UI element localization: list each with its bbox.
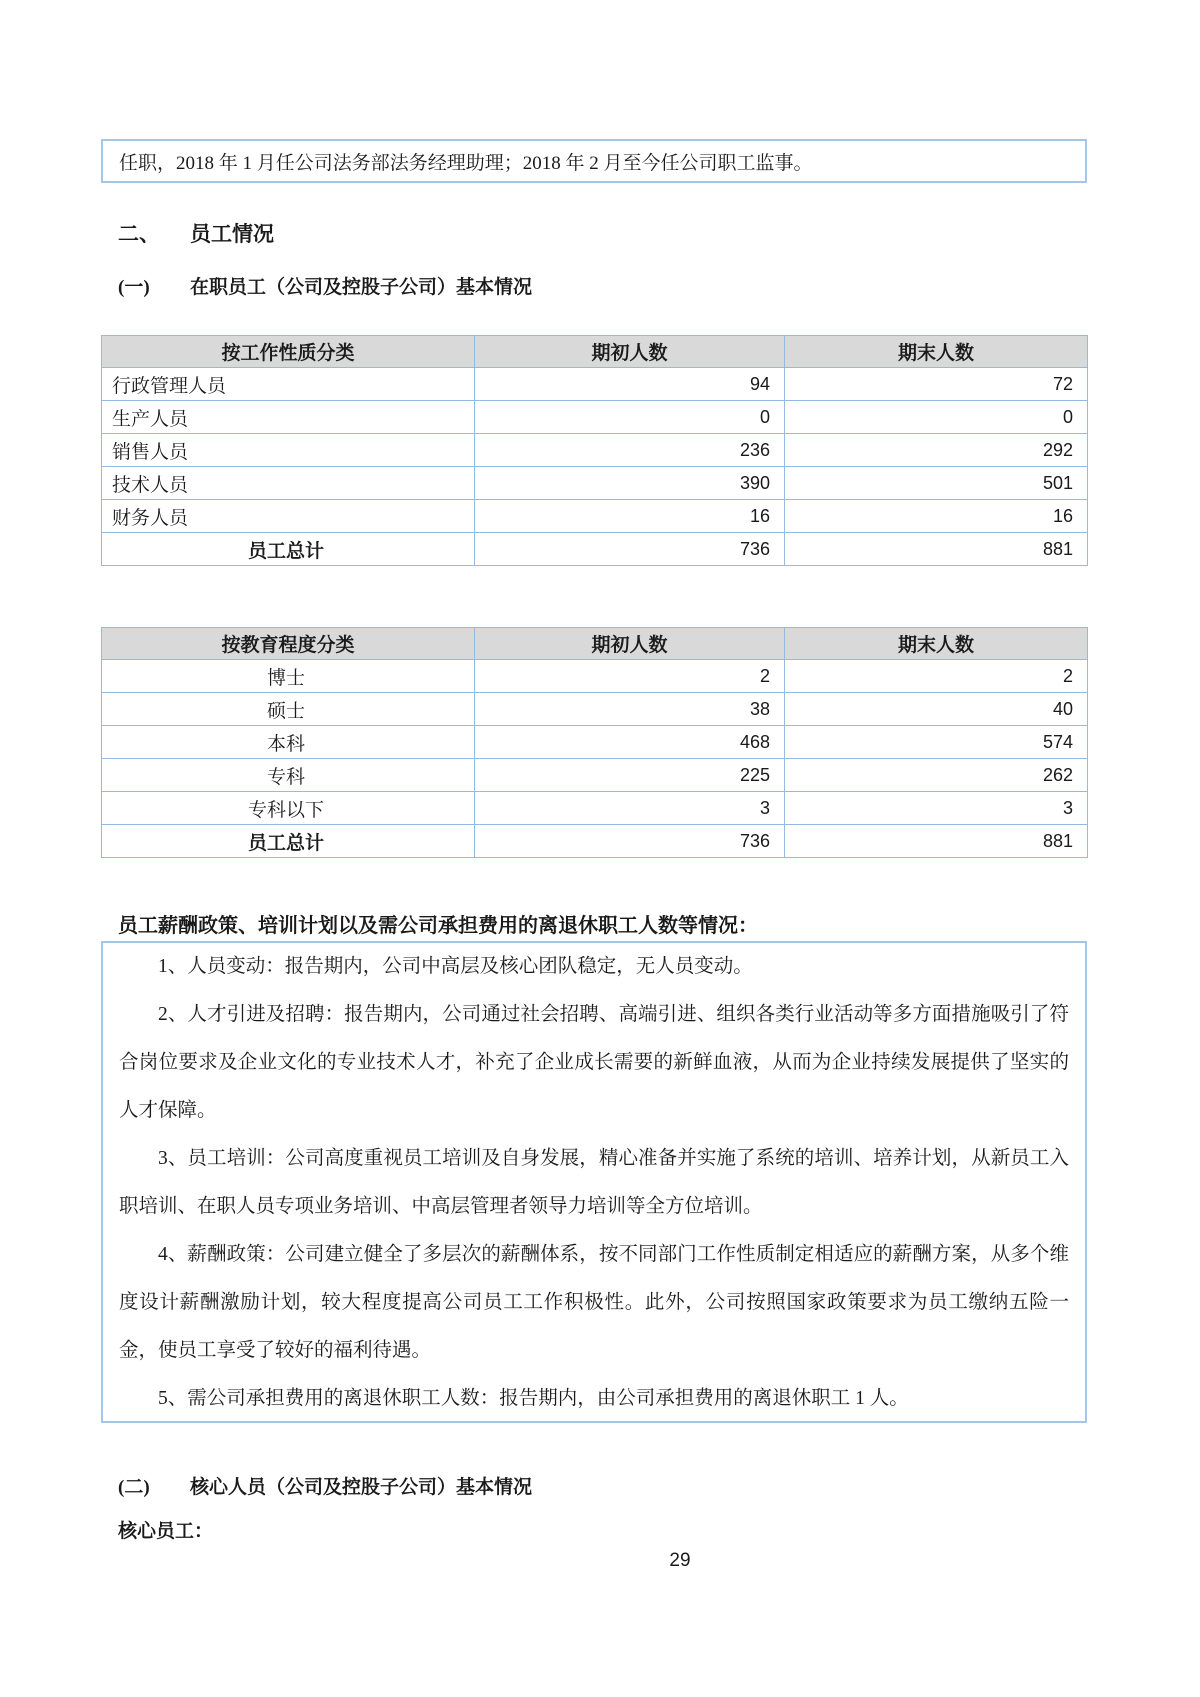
carryover-note-box (101, 139, 1087, 183)
subsection-title: 核心人员（公司及控股子公司）基本情况 (190, 1477, 533, 1498)
table-header-row (102, 628, 1088, 660)
col-header-end-count: 期末人数 (785, 628, 1088, 660)
start-count: 468 (475, 726, 785, 759)
policy-paragraph-2: 2、人才引进及招聘：报告期内，公司通过社会招聘、高端引进、组织各类行业活动等多方面措施吸引了符合岗位要求及企业文化的专业技术人才，补充了企业成长需要的新鲜血液，从而为企业持续发展提供了坚实的人才保障。 (119, 1004, 1069, 1121)
col-header-start-count: 期初人数 (475, 628, 785, 660)
table-total-row (102, 825, 1088, 858)
total-label: 员工总计 (102, 533, 475, 566)
start-count: 94 (475, 368, 785, 401)
end-count: 262 (785, 759, 1088, 792)
policy-paragraph-3: 3、员工培训：公司高度重视员工培训及自身发展，精心准备并实施了系统的培训、培养计划，从新员工入职培训、在职人员专项业务培训、中高层管理者领导力培训等全方位培训。 (119, 1148, 1069, 1217)
table-row (102, 467, 1088, 500)
end-count: 574 (785, 726, 1088, 759)
row-label: 专科 (102, 759, 475, 792)
subsection-title: 在职员工（公司及控股子公司）基本情况 (190, 277, 533, 298)
start-count: 236 (475, 434, 785, 467)
start-count: 38 (475, 693, 785, 726)
end-count: 501 (785, 467, 1088, 500)
row-label: 销售人员 (102, 434, 475, 467)
subsection-heading-active-employees (118, 272, 532, 299)
start-count: 0 (475, 401, 785, 434)
start-count: 2 (475, 660, 785, 693)
start-count: 16 (475, 500, 785, 533)
row-label: 专科以下 (102, 792, 475, 825)
table-total-row (102, 533, 1088, 566)
section-title: 员工情况 (190, 222, 274, 246)
start-count: 390 (475, 467, 785, 500)
end-count: 72 (785, 368, 1088, 401)
table-row (102, 401, 1088, 434)
total-start-count: 736 (475, 533, 785, 566)
end-count: 16 (785, 500, 1088, 533)
end-count: 40 (785, 693, 1088, 726)
table-row (102, 792, 1088, 825)
col-header-end-count: 期末人数 (785, 336, 1088, 368)
col-header-start-count: 期初人数 (475, 336, 785, 368)
total-label: 员工总计 (102, 825, 475, 858)
subsection-number: (二) (118, 1477, 150, 1498)
total-start-count: 736 (475, 825, 785, 858)
table-row (102, 368, 1088, 401)
row-label: 行政管理人员 (102, 368, 475, 401)
total-end-count: 881 (785, 825, 1088, 858)
row-label: 财务人员 (102, 500, 475, 533)
start-count: 3 (475, 792, 785, 825)
row-label: 技术人员 (102, 467, 475, 500)
subsection-number: (一) (118, 277, 150, 298)
row-label: 博士 (102, 660, 475, 693)
end-count: 3 (785, 792, 1088, 825)
section-heading-employees (118, 218, 274, 248)
start-count: 225 (475, 759, 785, 792)
policy-section-title: 员工薪酬政策、培训计划以及需公司承担费用的离退休职工人数等情况： (118, 915, 758, 937)
policy-paragraph-1: 1、人员变动：报告期内，公司中高层及核心团队稳定，无人员变动。 (158, 956, 753, 977)
end-count: 0 (785, 401, 1088, 434)
policy-text-box (101, 941, 1087, 1423)
table-row (102, 500, 1088, 533)
core-employees-label: 核心员工： (118, 1521, 214, 1542)
total-end-count: 881 (785, 533, 1088, 566)
row-label: 生产人员 (102, 401, 475, 434)
table-by-job-type (101, 335, 1088, 566)
table-row (102, 726, 1088, 759)
page-number: 29 (669, 1550, 691, 1571)
end-count: 292 (785, 434, 1088, 467)
table-header-row (102, 336, 1088, 368)
table-row (102, 434, 1088, 467)
table-row (102, 693, 1088, 726)
col-header-category: 按工作性质分类 (102, 336, 475, 368)
col-header-category: 按教育程度分类 (102, 628, 475, 660)
table-row (102, 759, 1088, 792)
end-count: 2 (785, 660, 1088, 693)
section-number: 二、 (118, 222, 160, 246)
policy-paragraph-5: 5、需公司承担费用的离退休职工人数：报告期内，由公司承担费用的离退休职工 1 人。 (158, 1388, 909, 1409)
policy-paragraph-4: 4、薪酬政策：公司建立健全了多层次的薪酬体系，按不同部门工作性质制定相适应的薪酬方案，从多个维度设计薪酬激励计划，较大程度提高公司员工工作积极性。此外，公司按照国家政策要求为员工缴纳五险一金，使员工享受了较好的福利待遇。 (119, 1244, 1069, 1361)
table-row (102, 660, 1088, 693)
subsection-heading-core-staff (118, 1472, 532, 1499)
table-by-education (101, 627, 1088, 858)
row-label: 本科 (102, 726, 475, 759)
carryover-note-text: 任职，2018 年 1 月任公司法务部法务经理助理；2018 年 2 月至今任公司职工监事。 (119, 152, 813, 174)
row-label: 硕士 (102, 693, 475, 726)
